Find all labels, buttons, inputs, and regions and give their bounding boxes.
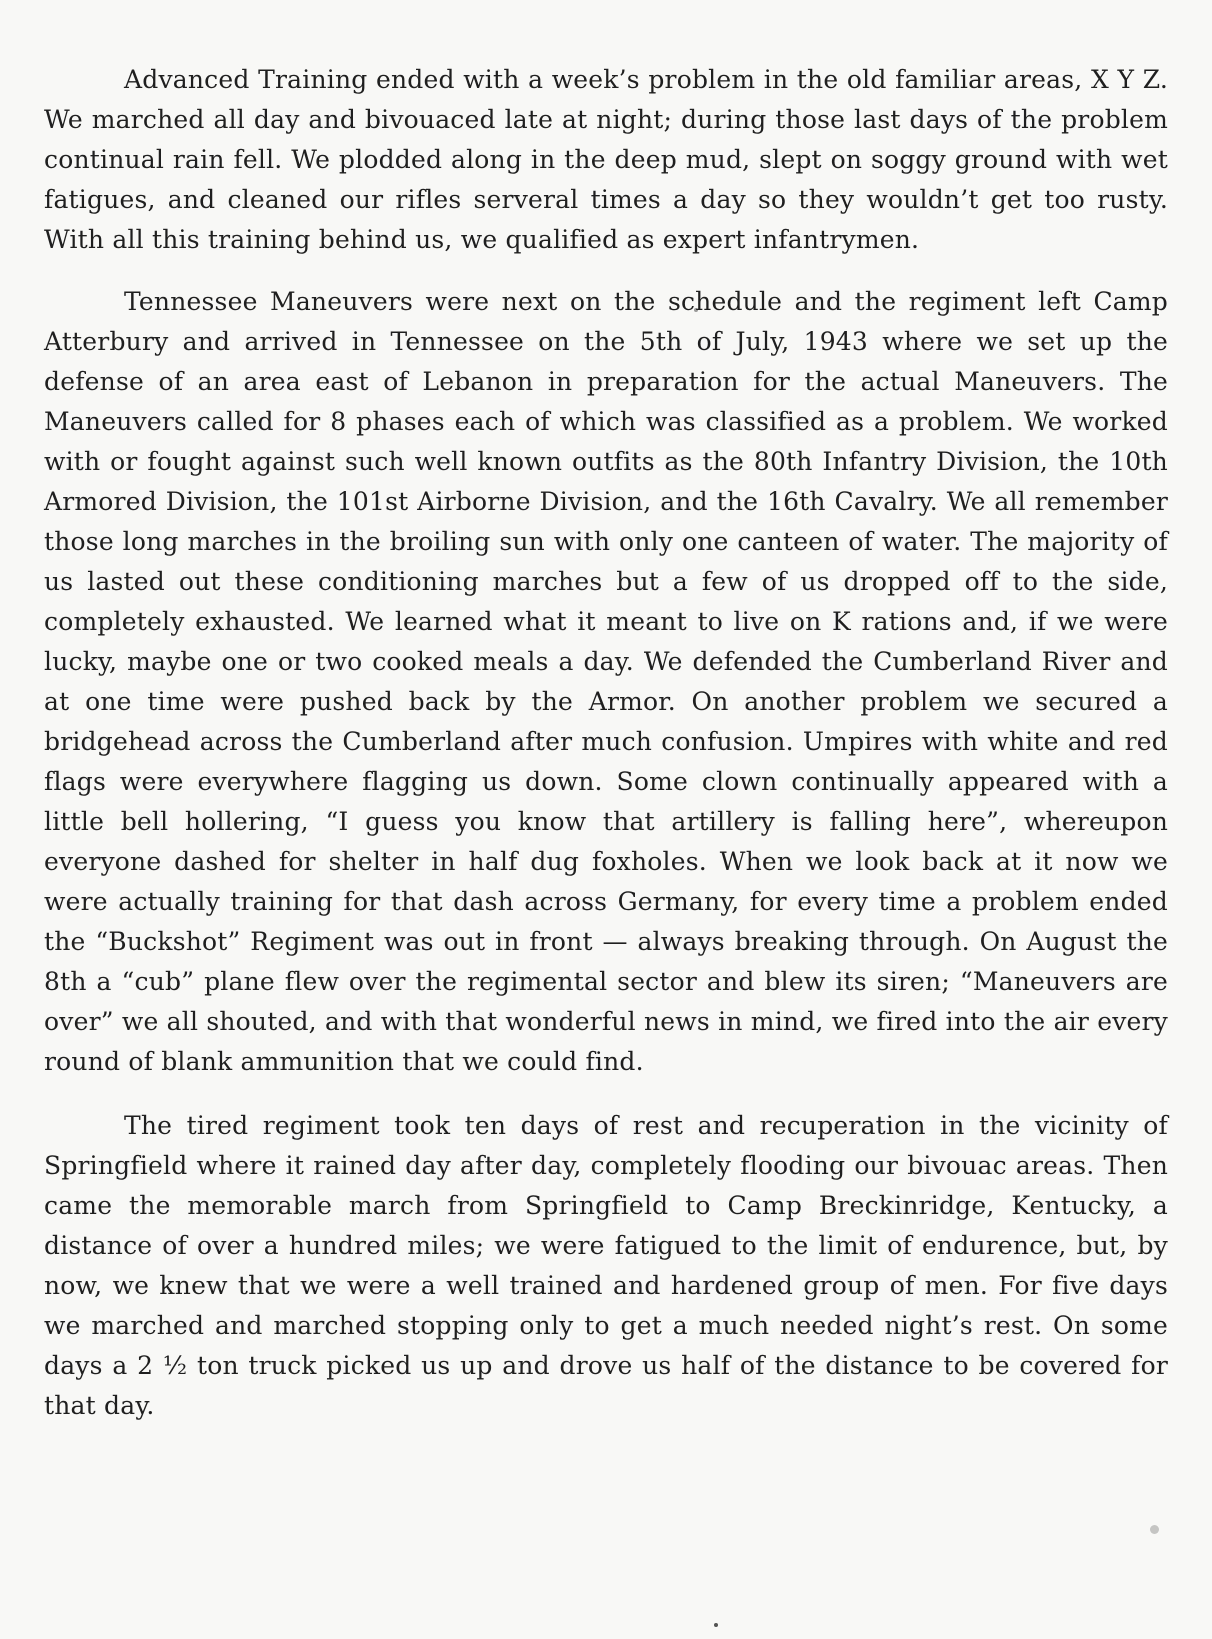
paragraph-march-to-camp-breckinridge: The tired regiment took ten days of rest and recuperation in the vicinity of Springfield where it rained day after day, completely flooding our bivouac areas. Then came the memorable march from Springfield to Camp Breckinridge, Kentucky, a distance of over a hundred miles; we were fatigued to the limit of endurence, but, by now, we knew that we were a well trained and hardened group of men. For five days we marched and marched stopping only to get a much needed night’s rest. On some days a 2 ½ ton truck picked us up and drove us half of the distance to be covered for that day. — [44, 1111, 1168, 1420]
paragraph-tennessee-maneuvers: Tennessee Maneuvers were next on the schedule and the regiment left Camp Atterbury and arrived in Tennessee on the 5th of July, 1943 where we set up the defense of an area east of Lebanon in preparation for the actual Maneuvers. The Maneuvers called for 8 phases each of which was classified as a problem. We worked with or fought against such well known outfits as the 80th Infantry Division, the 10th Armored Division, the 101st Airborne Division, and the 16th Cavalry. We all remember those long marches in the broiling sun with only one canteen of water. The majority of us lasted out these conditioning marches but a few of us dropped off to the side, completely exhausted. We learned what it meant to live on K rations and, if we were lucky, maybe one or two cooked meals a day. We defended the Cumberland River and at one time were pushed back by the Armor. On another problem we secured a bridgehead across the Cumberland after much confusion. Umpires with white and red flags were everywhere flagging us down. Some clown continually appeared with a little bell hollering, “I guess you know that artillery is falling here”, whereupon everyone dashed for shelter in half dug foxholes. When we look back at it now we were actually training for that dash across Germany, for every time a problem ended the “Buckshot” Regiment was out in front — always breaking through. On August the 8th a “cub” plane flew over the regimental sector and blew its siren; “Maneuvers are over” we all shouted, and with that wonderful news in mind, we fired into the air every round of blank ammunition that we could find. — [44, 287, 1168, 1076]
body-text — [44, 60, 1168, 1426]
ink-speck — [694, 308, 698, 312]
paragraph-advanced-training: Advanced Training ended with a week’s problem in the old familiar areas, X Y Z. We marched all day and bivouaced late at night; during those last days of the problem continual rain fell. We plodded along in the deep mud, slept on soggy ground with wet fatigues, and cleaned our rifles serveral times a day so they wouldn’t get too rusty. With all this training behind us, we qualified as expert infantrymen. — [44, 65, 1168, 254]
ink-speck — [1150, 1525, 1159, 1534]
ink-speck — [714, 1623, 718, 1627]
